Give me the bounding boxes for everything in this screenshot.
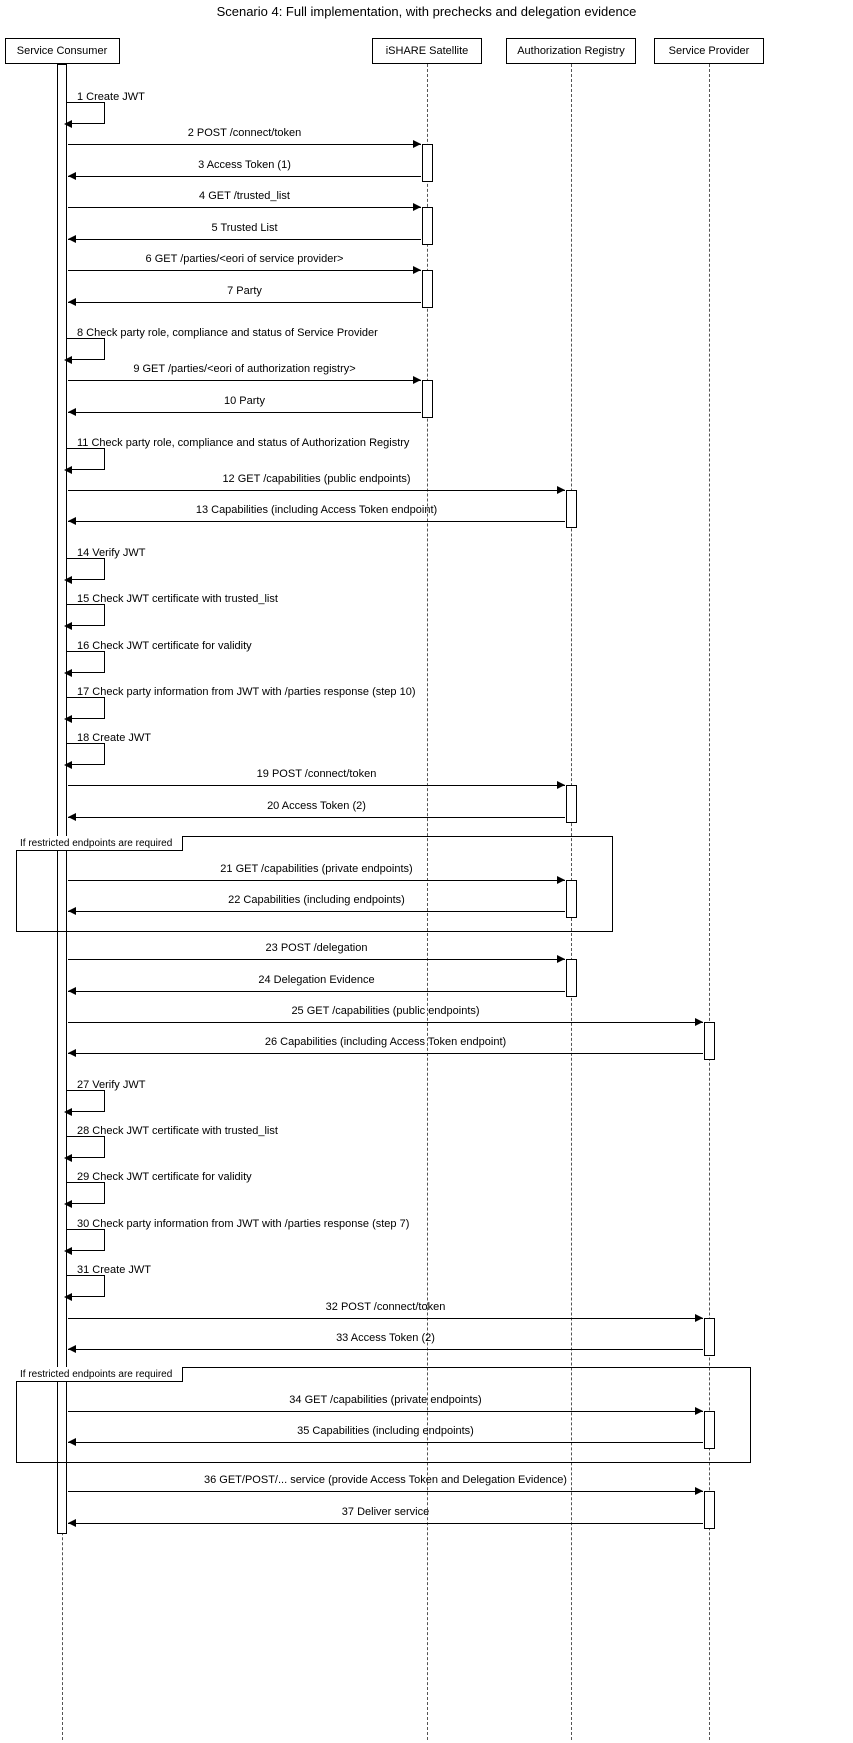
message-label-2: 2 POST /connect/token (187, 127, 302, 139)
self-message-28 (67, 1136, 105, 1158)
message-line-2 (68, 144, 421, 145)
arrow-head-24 (68, 987, 76, 995)
arrow-head-37 (68, 1519, 76, 1527)
participant-box-registry: Authorization Registry (506, 38, 636, 64)
message-line-32 (68, 1318, 703, 1319)
message-label-29: 29 Check JWT certificate for validity (77, 1171, 252, 1183)
self-message-11 (67, 448, 105, 470)
fragment-label-0: If restricted endpoints are required (16, 836, 183, 851)
message-label-35: 35 Capabilities (including endpoints) (297, 1425, 474, 1437)
activation-provider-9 (704, 1318, 715, 1356)
message-label-13: 13 Capabilities (including Access Token endpoint) (195, 504, 438, 516)
message-label-3: 3 Access Token (1) (198, 159, 291, 171)
message-label-7: 7 Party (227, 285, 262, 297)
arrow-head-9 (413, 376, 421, 384)
message-label-36: 36 GET/POST/... service (provide Access Token and Delegation Evidence) (204, 1474, 567, 1486)
arrow-head-10 (68, 408, 76, 416)
activation-registry-7 (566, 959, 577, 997)
message-label-22: 22 Capabilities (including endpoints) (228, 894, 405, 906)
message-label-5: 5 Trusted List (211, 222, 278, 234)
message-label-6: 6 GET /parties/<eori of service provider> (145, 253, 344, 265)
message-line-25 (68, 1022, 703, 1023)
message-line-23 (68, 959, 565, 960)
message-label-15: 15 Check JWT certificate with trusted_list (77, 593, 278, 605)
lifeline-provider (709, 64, 710, 1740)
self-message-15 (67, 604, 105, 626)
participant-box-provider: Service Provider (654, 38, 764, 64)
arrow-head-23 (557, 955, 565, 963)
arrow-head-11 (64, 466, 72, 474)
message-label-10: 10 Party (224, 395, 265, 407)
arrow-head-7 (68, 298, 76, 306)
message-label-18: 18 Create JWT (77, 732, 151, 744)
message-line-10 (68, 412, 421, 413)
message-label-37: 37 Deliver service (341, 1506, 430, 1518)
activation-registry-4 (566, 490, 577, 528)
message-line-35 (68, 1442, 703, 1443)
message-line-34 (68, 1411, 703, 1412)
message-label-11: 11 Check party role, compliance and status of Authorization Registry (77, 437, 410, 449)
arrow-head-30 (64, 1247, 72, 1255)
self-message-18 (67, 743, 105, 765)
message-label-19: 19 POST /connect/token (256, 768, 377, 780)
message-label-20: 20 Access Token (2) (267, 800, 366, 812)
message-label-4: 4 GET /trusted_list (199, 190, 290, 202)
arrow-head-6 (413, 266, 421, 274)
self-message-30 (67, 1229, 105, 1251)
message-line-3 (68, 176, 421, 177)
message-label-32: 32 POST /connect/token (325, 1301, 446, 1313)
arrow-head-4 (413, 203, 421, 211)
message-line-36 (68, 1491, 703, 1492)
diagram-title: Scenario 4: Full implementation, with prechecks and delegation evidence (216, 4, 637, 19)
arrow-head-17 (64, 715, 72, 723)
message-line-7 (68, 302, 421, 303)
message-line-20 (68, 817, 565, 818)
arrow-head-19 (557, 781, 565, 789)
message-line-6 (68, 270, 421, 271)
arrow-head-14 (64, 576, 72, 584)
message-line-5 (68, 239, 421, 240)
arrow-head-29 (64, 1200, 72, 1208)
message-line-4 (68, 207, 421, 208)
message-line-37 (68, 1523, 703, 1524)
arrow-head-21 (557, 876, 565, 884)
arrow-head-3 (68, 172, 76, 180)
message-line-24 (68, 991, 565, 992)
message-line-26 (68, 1053, 703, 1054)
message-label-23: 23 POST /delegation (265, 942, 368, 954)
message-label-30: 30 Check party information from JWT with /parties response (step 7) (77, 1218, 410, 1230)
arrow-head-15 (64, 622, 72, 630)
arrow-head-20 (68, 813, 76, 821)
arrow-head-12 (557, 486, 565, 494)
self-message-8 (67, 338, 105, 360)
message-line-33 (68, 1349, 703, 1350)
message-label-28: 28 Check JWT certificate with trusted_list (77, 1125, 278, 1137)
self-message-14 (67, 558, 105, 580)
self-message-1 (67, 102, 105, 124)
self-message-29 (67, 1182, 105, 1204)
message-line-22 (68, 911, 565, 912)
message-label-24: 24 Delegation Evidence (258, 974, 375, 986)
message-label-25: 25 GET /capabilities (public endpoints) (291, 1005, 480, 1017)
arrow-head-32 (695, 1314, 703, 1322)
arrow-head-16 (64, 669, 72, 677)
arrow-head-5 (68, 235, 76, 243)
message-line-12 (68, 490, 565, 491)
message-label-27: 27 Verify JWT (77, 1079, 146, 1091)
self-message-17 (67, 697, 105, 719)
arrow-head-33 (68, 1345, 76, 1353)
message-label-12: 12 GET /capabilities (public endpoints) (222, 473, 411, 485)
arrow-head-22 (68, 907, 76, 915)
message-label-33: 33 Access Token (2) (336, 1332, 435, 1344)
activation-registry-5 (566, 785, 577, 823)
arrow-head-18 (64, 761, 72, 769)
message-label-34: 34 GET /capabilities (private endpoints) (289, 1394, 482, 1406)
message-label-17: 17 Check party information from JWT with /parties response (step 10) (77, 686, 416, 698)
arrow-head-31 (64, 1293, 72, 1301)
self-message-27 (67, 1090, 105, 1112)
arrow-head-13 (68, 517, 76, 525)
fragment-label-1: If restricted endpoints are required (16, 1367, 183, 1382)
message-line-9 (68, 380, 421, 381)
participant-box-consumer: Service Consumer (5, 38, 120, 64)
arrow-head-25 (695, 1018, 703, 1026)
arrow-head-28 (64, 1154, 72, 1162)
activation-provider-11 (704, 1491, 715, 1529)
arrow-head-36 (695, 1487, 703, 1495)
message-label-1: 1 Create JWT (77, 91, 145, 103)
self-message-31 (67, 1275, 105, 1297)
message-label-31: 31 Create JWT (77, 1264, 151, 1276)
activation-provider-8 (704, 1022, 715, 1060)
self-message-16 (67, 651, 105, 673)
arrow-head-2 (413, 140, 421, 148)
message-label-8: 8 Check party role, compliance and status of Service Provider (77, 327, 378, 339)
message-label-21: 21 GET /capabilities (private endpoints) (220, 863, 413, 875)
message-line-13 (68, 521, 565, 522)
arrow-head-34 (695, 1407, 703, 1415)
message-line-19 (68, 785, 565, 786)
arrow-head-26 (68, 1049, 76, 1057)
message-line-21 (68, 880, 565, 881)
participant-box-satellite: iSHARE Satellite (372, 38, 482, 64)
arrow-head-35 (68, 1438, 76, 1446)
arrow-head-27 (64, 1108, 72, 1116)
message-label-9: 9 GET /parties/<eori of authorization registry> (133, 363, 356, 375)
message-label-26: 26 Capabilities (including Access Token endpoint) (264, 1036, 507, 1048)
message-label-14: 14 Verify JWT (77, 547, 146, 559)
message-label-16: 16 Check JWT certificate for validity (77, 640, 252, 652)
